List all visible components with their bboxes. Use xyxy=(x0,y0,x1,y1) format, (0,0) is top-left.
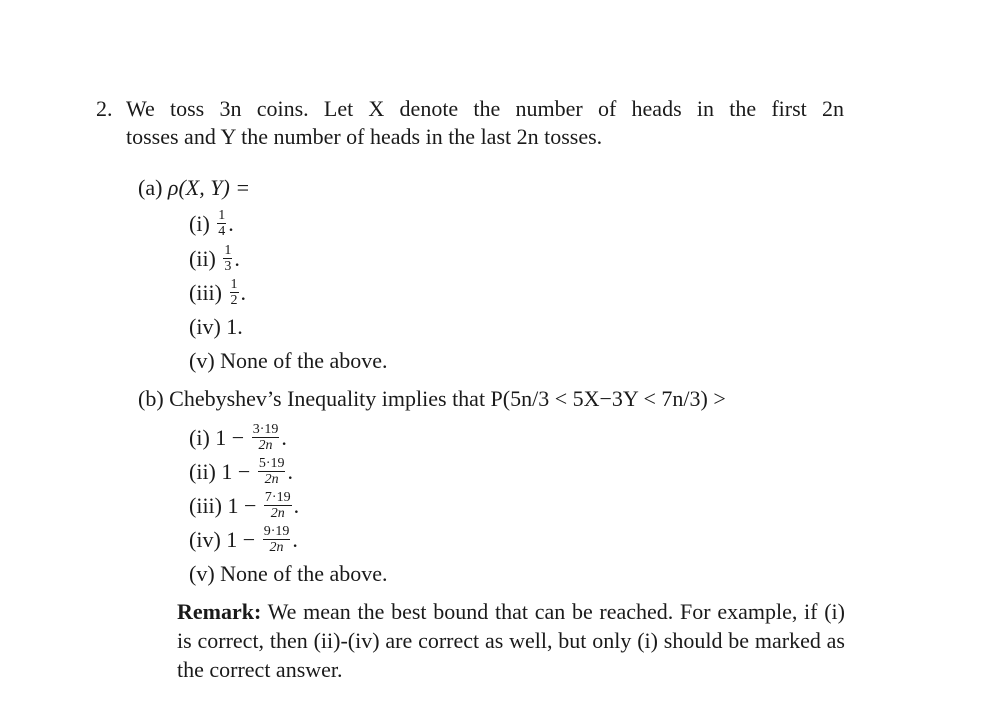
option-label: (ii) xyxy=(189,246,216,271)
part-b-option-iii[interactable] xyxy=(189,492,299,522)
option-end: . xyxy=(228,211,234,236)
part-b-label: (b) xyxy=(138,386,164,411)
remark-body: We mean the best bound that can be reached. For example, if (i) is correct, then (ii)-(iv) are correct as well, but only (i) should be marked as the correct answer. xyxy=(177,599,845,682)
fraction-denominator: 2 xyxy=(230,293,238,309)
remark-title: Remark: xyxy=(177,599,262,624)
fraction-numerator: 1 xyxy=(218,208,226,224)
fraction xyxy=(263,525,291,554)
option-text: 1. xyxy=(226,314,243,339)
fraction xyxy=(252,423,280,452)
fraction-numerator: 9·19 xyxy=(263,524,290,540)
part-a-option-iii[interactable] xyxy=(189,279,246,309)
fraction xyxy=(230,278,239,307)
part-a-option-iv[interactable] xyxy=(189,313,243,341)
option-end: . xyxy=(293,493,300,518)
part-b-option-iv[interactable] xyxy=(189,526,298,556)
problem-line-2: tosses and Y the number of heads in the last 2n tosses. xyxy=(126,124,603,149)
option-prefix: 1 − xyxy=(227,493,257,518)
fraction-denominator: 2n xyxy=(270,506,285,522)
part-b-option-i[interactable] xyxy=(189,424,287,454)
part-b-header xyxy=(138,385,726,413)
fraction-denominator: 4 xyxy=(218,224,226,240)
fraction xyxy=(223,244,232,273)
fraction-denominator: 2n xyxy=(258,438,273,454)
fraction xyxy=(264,491,292,520)
part-a-option-ii[interactable] xyxy=(189,245,240,275)
fraction-denominator: 2n xyxy=(269,540,284,556)
option-prefix: 1 − xyxy=(215,425,245,450)
option-label: (i) xyxy=(189,211,210,236)
fraction-numerator: 1 xyxy=(224,243,232,259)
part-a-prompt: ρ(X, Y) = xyxy=(167,175,251,200)
option-label: (i) xyxy=(189,425,210,450)
fraction-numerator: 7·19 xyxy=(264,490,291,506)
part-a-label: (a) xyxy=(138,175,163,200)
option-label: (ii) xyxy=(189,459,216,484)
option-text: None of the above. xyxy=(220,348,388,373)
part-b-prompt: Chebyshev’s Inequality implies that P(5n/3 < 5X−3Y < 7n/3) > xyxy=(169,386,726,411)
option-label: (iv) xyxy=(189,527,221,552)
option-label: (iii) xyxy=(189,280,222,305)
part-a-option-i[interactable] xyxy=(189,210,234,240)
fraction-denominator: 3 xyxy=(224,259,232,275)
fraction xyxy=(258,457,286,486)
part-b-option-v[interactable] xyxy=(189,560,388,588)
fraction-numerator: 1 xyxy=(230,277,238,293)
fraction xyxy=(217,209,226,238)
option-end: . xyxy=(234,246,240,271)
part-a-option-v[interactable] xyxy=(189,347,388,375)
option-end: . xyxy=(292,527,298,552)
option-label: (iii) xyxy=(189,493,222,518)
option-end: . xyxy=(240,280,246,305)
option-prefix: 1 − xyxy=(221,459,251,484)
option-text: None of the above. xyxy=(220,561,388,586)
remark-block xyxy=(177,597,845,684)
fraction-denominator: 2n xyxy=(264,472,279,488)
problem-line-1-text: We toss 3n coins. Let X denote the number of heads in the first 2n xyxy=(126,96,844,121)
part-b-option-ii[interactable] xyxy=(189,458,293,488)
option-prefix: 1 − xyxy=(226,527,256,552)
problem-number: 2. xyxy=(96,96,113,121)
option-label: (v) xyxy=(189,348,215,373)
fraction-numerator: 3·19 xyxy=(252,422,279,438)
part-a-header xyxy=(138,174,250,202)
option-end: . xyxy=(281,425,287,450)
option-label: (iv) xyxy=(189,314,221,339)
option-label: (v) xyxy=(189,561,215,586)
fraction-numerator: 5·19 xyxy=(258,456,285,472)
option-end: . xyxy=(287,459,293,484)
problem-line-1 xyxy=(126,95,844,123)
